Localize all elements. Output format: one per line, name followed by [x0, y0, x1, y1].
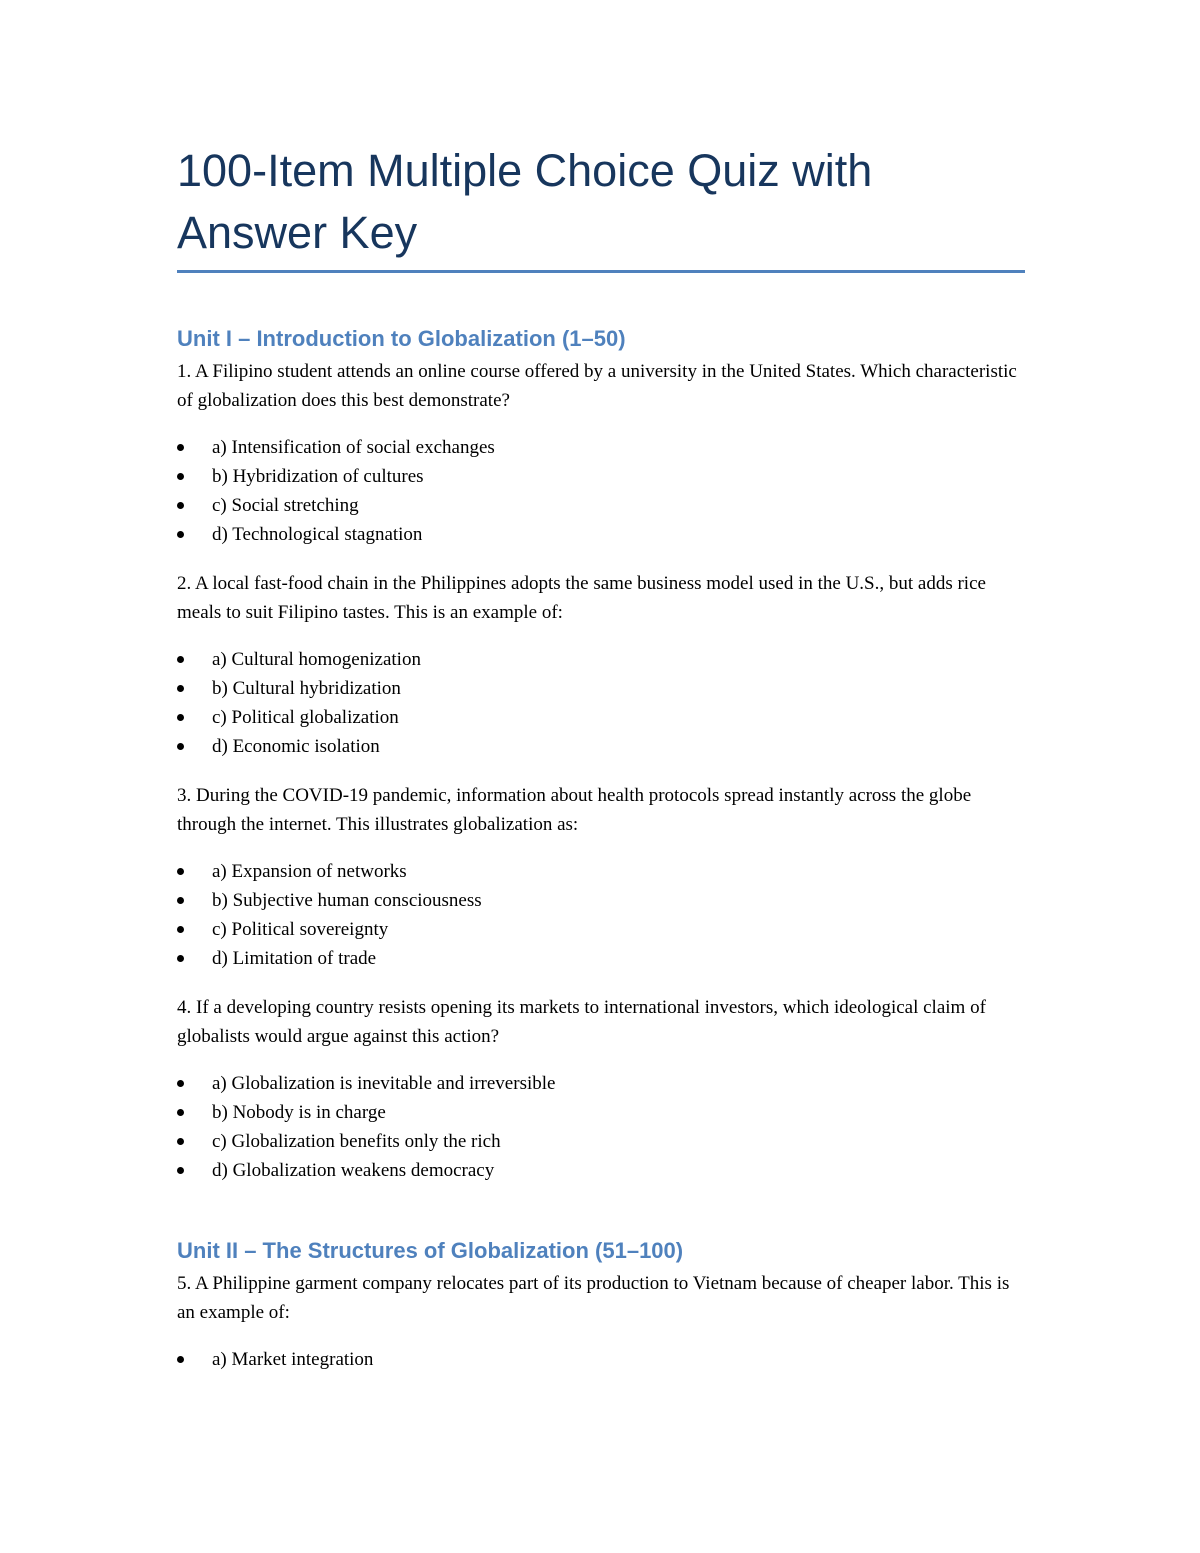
option-2b: [177, 674, 1025, 703]
option-label: d) Globalization weakens democracy: [212, 1160, 495, 1181]
options-list-question-4: [177, 1069, 1025, 1185]
bullet-icon: [177, 714, 184, 721]
option-3d: [177, 944, 1025, 973]
unit-heading-1: Unit I – Introduction to Globalization (1–50): [177, 326, 626, 351]
document-body: [177, 140, 1025, 1374]
option-4b: [177, 1098, 1025, 1127]
options-list-question-2: [177, 645, 1025, 761]
bullet-icon: [177, 685, 184, 692]
bullet-icon: [177, 955, 184, 962]
options-list-question-3: [177, 857, 1025, 973]
bullet-icon: [177, 502, 184, 509]
option-label: c) Political sovereignty: [212, 919, 389, 940]
option-label: d) Economic isolation: [212, 736, 380, 757]
bullet-icon: [177, 1167, 184, 1174]
option-label: d) Technological stagnation: [212, 524, 423, 545]
unit-heading-2: Unit II – The Structures of Globalization (51–100): [177, 1238, 684, 1263]
option-4a: [177, 1069, 1025, 1098]
option-label: c) Globalization benefits only the rich: [212, 1131, 501, 1152]
option-4c: [177, 1127, 1025, 1156]
options-list-question-5: [177, 1345, 1025, 1374]
option-label: a) Cultural homogenization: [212, 649, 421, 670]
option-1d: [177, 520, 1025, 549]
option-2c: [177, 703, 1025, 732]
option-label: b) Hybridization of cultures: [212, 466, 424, 487]
options-list-question-1: [177, 433, 1025, 549]
bullet-icon: [177, 1109, 184, 1116]
option-label: d) Limitation of trade: [212, 948, 377, 969]
option-label: a) Market integration: [212, 1349, 374, 1370]
question-2: 2. A local fast-food chain in the Philippines adopts the same business model used in the U.S., but adds rice meals to suit Filipino tastes. This is an example of:: [177, 573, 986, 623]
question-5: 5. A Philippine garment company relocates part of its production to Vietnam because of cheaper labor. This is an example of:: [177, 1273, 1010, 1323]
option-5a: [177, 1345, 1025, 1374]
option-3b: [177, 886, 1025, 915]
question-1: 1. A Filipino student attends an online course offered by a university in the United States. Which characteristic of globalization does this best demonstrate?: [177, 361, 1017, 411]
option-2a: [177, 645, 1025, 674]
option-1b: [177, 462, 1025, 491]
bullet-icon: [177, 926, 184, 933]
bullet-icon: [177, 444, 184, 451]
bullet-icon: [177, 868, 184, 875]
bullet-icon: [177, 1138, 184, 1145]
bullet-icon: [177, 743, 184, 750]
bullet-icon: [177, 531, 184, 538]
option-label: c) Social stretching: [212, 495, 359, 516]
document-title: 100-Item Multiple Choice Quiz with Answer Key: [177, 145, 873, 258]
question-3: 3. During the COVID-19 pandemic, information about health protocols spread instantly across the globe through the internet. This illustrates globalization as:: [177, 785, 972, 835]
option-label: a) Intensification of social exchanges: [212, 437, 495, 458]
bullet-icon: [177, 1356, 184, 1363]
title-underline-rule: [177, 270, 1025, 273]
bullet-icon: [177, 656, 184, 663]
option-label: a) Expansion of networks: [212, 861, 407, 882]
option-label: b) Cultural hybridization: [212, 678, 401, 699]
bullet-icon: [177, 473, 184, 480]
option-1c: [177, 491, 1025, 520]
option-label: a) Globalization is inevitable and irreversible: [212, 1073, 556, 1094]
option-label: b) Subjective human consciousness: [212, 890, 482, 911]
option-2d: [177, 732, 1025, 761]
option-label: c) Political globalization: [212, 707, 399, 728]
option-1a: [177, 433, 1025, 462]
option-label: b) Nobody is in charge: [212, 1102, 386, 1123]
bullet-icon: [177, 1080, 184, 1087]
option-3a: [177, 857, 1025, 886]
option-3c: [177, 915, 1025, 944]
question-4: 4. If a developing country resists opening its markets to international investors, which ideological claim of globalists would argue against this action?: [177, 997, 986, 1047]
option-4d: [177, 1156, 1025, 1185]
bullet-icon: [177, 897, 184, 904]
